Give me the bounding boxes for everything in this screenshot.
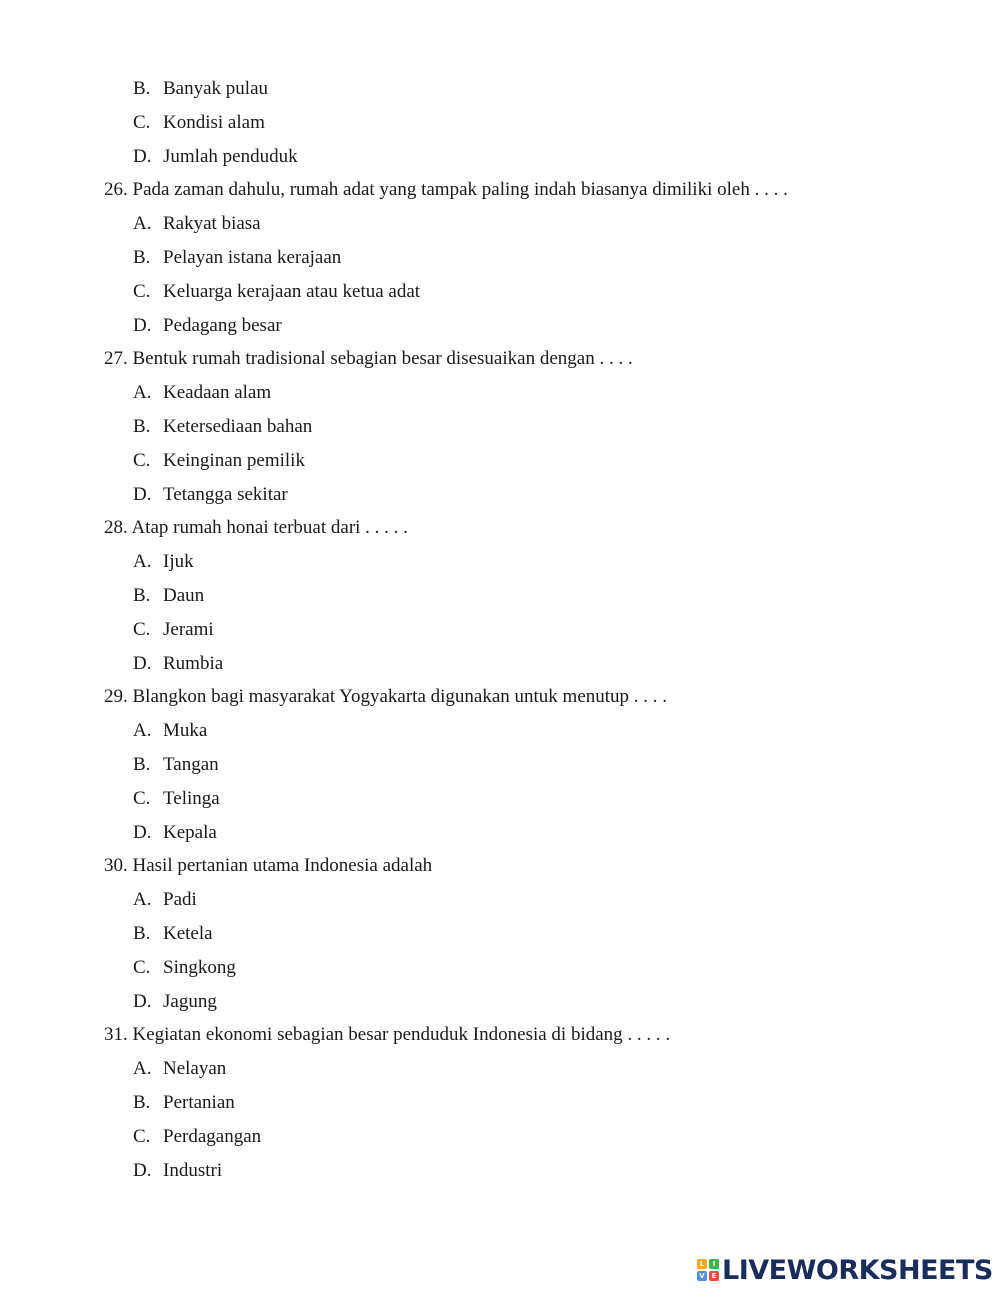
option-text: Jumlah penduduk: [163, 145, 298, 167]
option-letter: D.: [133, 990, 152, 1012]
question: [0, 1018, 1000, 1052]
option-letter: D.: [133, 821, 152, 843]
option-letter: C.: [133, 449, 151, 471]
question-text: 30. Hasil pertanian utama Indonesia adalah: [104, 855, 433, 877]
option-letter: B.: [133, 246, 151, 268]
liveworksheets-logo: [697, 1253, 993, 1287]
option-letter: A.: [133, 551, 152, 573]
option-text: Padi: [163, 889, 197, 911]
option-text: Perdagangan: [163, 1125, 262, 1147]
answer-option: [0, 1154, 1000, 1188]
answer-option: [0, 647, 1000, 681]
option-letter: D.: [133, 314, 152, 336]
option-text: Keinginan pemilik: [163, 449, 305, 471]
brand-name: LIVEWORKSHEETS: [722, 1254, 993, 1286]
logo-square: L: [697, 1259, 707, 1269]
answer-option: [0, 985, 1000, 1019]
option-text: Pertanian: [163, 1091, 235, 1113]
option-text: Rakyat biasa: [163, 213, 261, 235]
option-text: Tetangga sekitar: [163, 483, 288, 505]
answer-option: [0, 782, 1000, 816]
option-letter: D.: [133, 483, 152, 505]
option-letter: C.: [133, 111, 151, 133]
answer-option: [0, 410, 1000, 444]
option-text: Jerami: [163, 618, 214, 640]
option-text: Keluarga kerajaan atau ketua adat: [163, 280, 421, 302]
option-letter: D.: [133, 145, 152, 167]
option-letter: B.: [133, 922, 151, 944]
option-letter: C.: [133, 956, 151, 978]
answer-option: [0, 309, 1000, 343]
answer-option: [0, 714, 1000, 748]
question-text: 29. Blangkon bagi masyarakat Yogyakarta digunakan untuk menutup . . . .: [104, 686, 668, 708]
question-text: 26. Pada zaman dahulu, rumah adat yang tampak paling indah biasanya dimiliki oleh . . . .: [104, 179, 788, 201]
question: [0, 680, 1000, 714]
logo-mark: [697, 1259, 719, 1281]
quiz-content: [0, 72, 1000, 1187]
answer-option: [0, 1120, 1000, 1154]
answer-option: [0, 1086, 1000, 1120]
option-text: Muka: [163, 720, 208, 742]
question: [0, 511, 1000, 545]
question: [0, 849, 1000, 883]
option-letter: B.: [133, 753, 151, 775]
answer-option: [0, 748, 1000, 782]
option-text: Industri: [163, 1159, 223, 1181]
option-letter: D.: [133, 652, 152, 674]
option-text: Singkong: [163, 956, 236, 978]
answer-option: [0, 917, 1000, 951]
question: [0, 342, 1000, 376]
option-text: Telinga: [163, 787, 220, 809]
option-text: Ketersediaan bahan: [163, 415, 313, 437]
logo-square: I: [709, 1259, 719, 1269]
question-text: 31. Kegiatan ekonomi sebagian besar penduduk Indonesia di bidang . . . . .: [104, 1024, 671, 1046]
answer-option: [0, 72, 1000, 106]
option-text: Kepala: [163, 821, 217, 843]
answer-option: [0, 545, 1000, 579]
answer-option: [0, 241, 1000, 275]
option-letter: D.: [133, 1159, 152, 1181]
option-letter: A.: [133, 382, 152, 404]
answer-option: [0, 951, 1000, 985]
option-text: Jagung: [163, 990, 217, 1012]
option-letter: B.: [133, 1091, 151, 1113]
answer-option: [0, 207, 1000, 241]
option-letter: C.: [133, 280, 151, 302]
answer-option: [0, 1052, 1000, 1086]
option-letter: C.: [133, 787, 151, 809]
answer-option: [0, 275, 1000, 309]
option-letter: C.: [133, 618, 151, 640]
answer-option: [0, 140, 1000, 174]
answer-option: [0, 376, 1000, 410]
option-letter: A.: [133, 889, 152, 911]
option-letter: C.: [133, 1125, 151, 1147]
option-text: Ketela: [163, 922, 213, 944]
option-text: Tangan: [163, 753, 219, 775]
question: [0, 173, 1000, 207]
option-text: Daun: [163, 584, 205, 606]
option-text: Pelayan istana kerajaan: [163, 246, 342, 268]
answer-option: [0, 444, 1000, 478]
answer-option: [0, 106, 1000, 140]
logo-square: V: [697, 1271, 707, 1281]
option-text: Banyak pulau: [163, 78, 269, 99]
logo-square: E: [709, 1271, 719, 1281]
option-letter: B.: [133, 584, 151, 606]
answer-option: [0, 613, 1000, 647]
option-text: Pedagang besar: [163, 314, 282, 336]
answer-option: [0, 478, 1000, 512]
option-letter: A.: [133, 213, 152, 235]
option-letter: A.: [133, 1058, 152, 1080]
option-letter: B.: [133, 78, 151, 99]
option-text: Keadaan alam: [163, 382, 272, 404]
option-letter: B.: [133, 415, 151, 437]
option-letter: A.: [133, 720, 152, 742]
question-text: 27. Bentuk rumah tradisional sebagian besar disesuaikan dengan . . . .: [104, 348, 633, 370]
question-text: 28. Atap rumah honai terbuat dari . . . . .: [104, 517, 408, 539]
option-text: Kondisi alam: [163, 111, 265, 133]
option-text: Ijuk: [163, 551, 194, 573]
option-text: Rumbia: [163, 652, 224, 674]
answer-option: [0, 816, 1000, 850]
answer-option: [0, 579, 1000, 613]
answer-option: [0, 883, 1000, 917]
option-text: Nelayan: [163, 1058, 227, 1080]
